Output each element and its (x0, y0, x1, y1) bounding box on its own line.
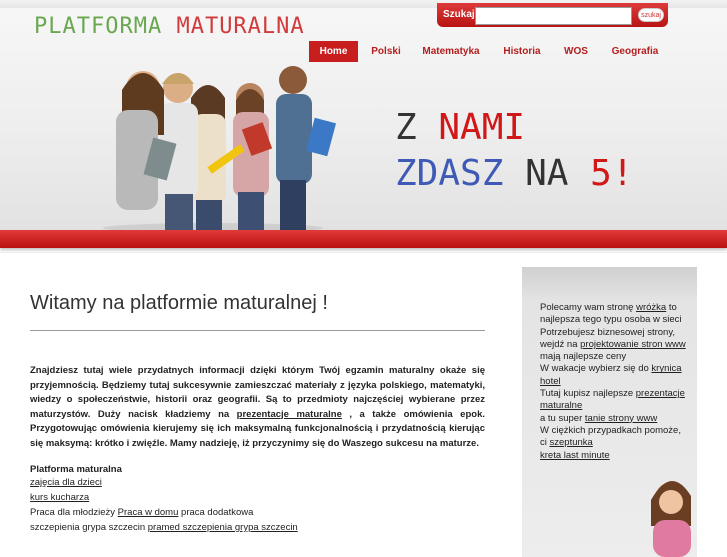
slogan-zdasz: ZDASZ (395, 153, 504, 194)
header-red-band (0, 230, 727, 248)
intro-paragraph: Znajdziesz tutaj wiele przydatnych informacji dzięki którym Twój egzamin maturalny okaże się przyjemnością. Będziemy tutaj sukcesywnie zamieszczać materiały z języka polskiego, matematyki, wiedzy o społeczeństwie, historii oraz geografii. Są to przedmioty najczęściej wybierane przez maturzystów. Duży nacisk kładziemy na prezentacje maturalne , a także omówienia epok. Przygotowując omówienia kierujemy się ich maksymalną funkcjonalnością i przydatnością kierując się maksymą: krótko i zwięźle. Mamy nadzieję, iż przyczynimy się do Waszego sukcesu na maturze. (30, 365, 485, 449)
search-button[interactable]: szukaj (638, 8, 664, 22)
sidebar-link-szeptunka[interactable]: szeptunka (549, 437, 593, 449)
sidebar-link-kreta[interactable]: kreta last minute (540, 449, 610, 461)
search-box (437, 3, 668, 27)
search-input[interactable] (475, 7, 632, 25)
nav-item-home[interactable]: Home (309, 41, 358, 62)
slogan (395, 105, 633, 197)
logo-part-2: MATURALNA (176, 14, 305, 39)
sidebar-link-tanie-strony[interactable]: tanie strony www (584, 412, 658, 424)
links-list: zajęcia dla dzieci kurs kucharza Praca dla młodzieży Praca w domu praca dodatkowa szczepienia grypa szczecin pramed szczepienia grypa szczecin (30, 477, 298, 533)
sidebar-link-projektowanie[interactable]: projektowanie stron www (580, 338, 686, 350)
title-divider (30, 330, 485, 331)
link-praca-w-domu[interactable]: Praca w domu (117, 507, 179, 518)
students-photo (88, 60, 338, 232)
divider (0, 252, 727, 253)
nav-item-polski[interactable]: Polski (371, 46, 401, 57)
section-title: Platforma maturalna (30, 464, 122, 475)
sidebar-link-wrozka[interactable]: wróżka (636, 302, 667, 313)
link-zajecia-dla-dzieci[interactable]: zajęcia dla dzieci (30, 477, 102, 488)
sidebar-text: Polecamy wam stronę wróżka to najlepsza tego typu osoba w sieci Potrzebujesz biznesowej strony, wejdź na projektowanie stron www mają najlepsze ceny W wakacje wybierz się do krynica hotel Tutaj kupisz najlepsze prezentacje maturalne a tu super tanie strony www W ciężkich przypadkach pomoże, ci szeptunka kreta last minute (540, 302, 686, 461)
nav-item-geografia[interactable]: Geografia (611, 46, 659, 57)
link-kurs-kucharza[interactable]: kurs kucharza (30, 492, 90, 503)
nav-item-historia[interactable]: Historia (503, 46, 541, 57)
girl-photo (639, 472, 699, 557)
main-content (30, 292, 485, 535)
sidebar (522, 267, 697, 557)
logo-part-1: PLATFORMA (34, 14, 177, 39)
search-label: Szukaj (443, 9, 475, 20)
sidebar-link-krynica-hotel[interactable]: krynica hotel (540, 363, 682, 387)
link-prezentacje-maturalne[interactable]: prezentacje maturalne (236, 408, 342, 420)
page-title: Witamy na platformie maturalnej ! (30, 292, 328, 314)
nav-item-matematyka[interactable]: Matematyka (422, 46, 480, 57)
site-logo[interactable] (34, 14, 305, 39)
slogan-nami: NAMI (438, 107, 526, 148)
slogan-line-2: ZDASZ NA 5! (395, 153, 634, 194)
slogan-line-1: Z NAMI (395, 107, 526, 148)
nav-item-wos[interactable]: WOS (564, 46, 588, 57)
slogan-five: 5! (590, 153, 634, 194)
sidebar-link-prezentacje[interactable]: prezentacje maturalne (540, 388, 685, 412)
link-pramed-szczepienia[interactable]: pramed szczepienia grypa szczecin (147, 522, 298, 533)
